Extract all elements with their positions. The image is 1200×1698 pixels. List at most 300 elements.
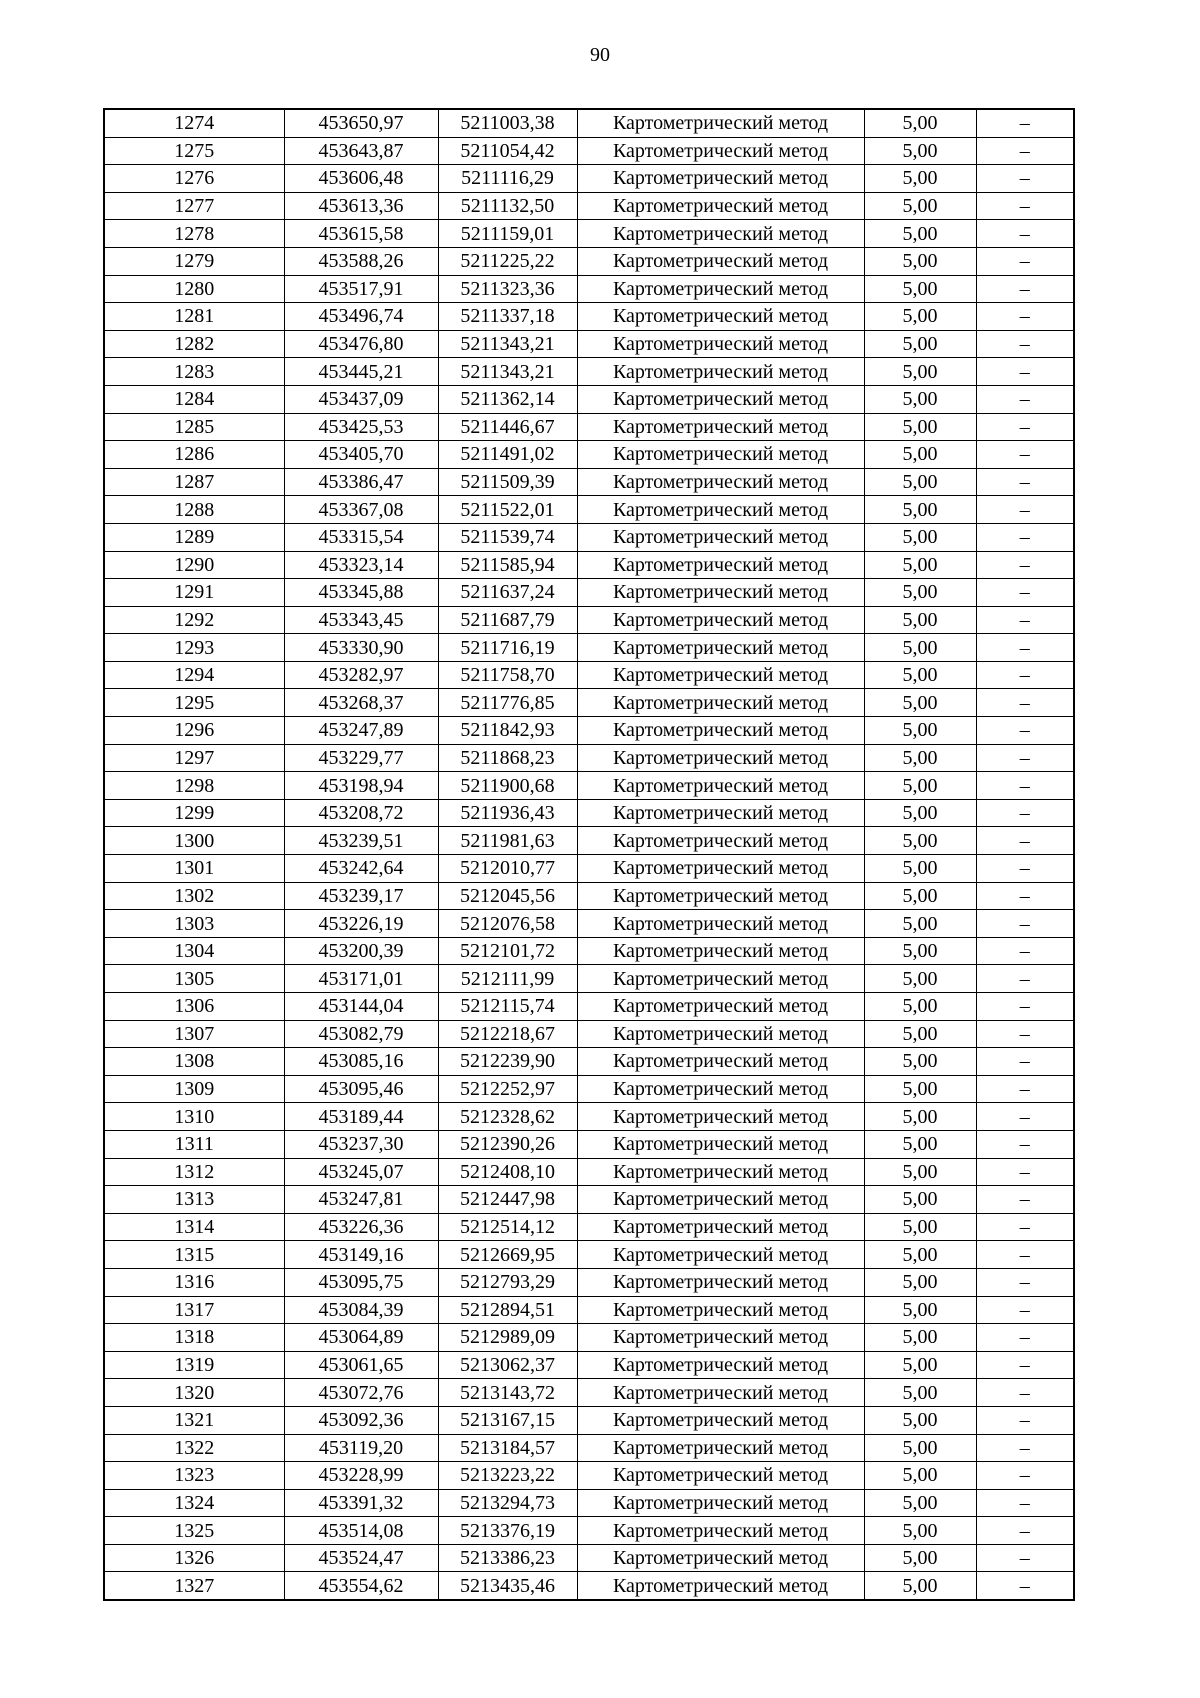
table-row (104, 772, 1074, 800)
method-cell: Картометрический метод (577, 1379, 864, 1407)
y-coordinate-cell: 5211132,50 (438, 192, 577, 220)
note-cell: – (976, 855, 1074, 883)
table-row (104, 192, 1074, 220)
method-cell: Картометрический метод (577, 1462, 864, 1490)
x-coordinate-cell: 453405,70 (284, 441, 438, 469)
x-coordinate-cell: 453588,26 (284, 247, 438, 275)
method-cell: Картометрический метод (577, 1296, 864, 1324)
point-number-cell: 1324 (104, 1489, 284, 1517)
note-cell: – (976, 1103, 1074, 1131)
point-number-cell: 1322 (104, 1434, 284, 1462)
method-cell: Картометрический метод (577, 1048, 864, 1076)
y-coordinate-cell: 5211522,01 (438, 496, 577, 524)
point-number-cell: 1312 (104, 1158, 284, 1186)
note-cell: – (976, 247, 1074, 275)
accuracy-cell: 5,00 (864, 882, 976, 910)
y-coordinate-cell: 5211343,21 (438, 358, 577, 386)
point-number-cell: 1319 (104, 1351, 284, 1379)
table-row (104, 1462, 1074, 1490)
x-coordinate-cell: 453198,94 (284, 772, 438, 800)
note-cell: – (976, 772, 1074, 800)
y-coordinate-cell: 5211585,94 (438, 551, 577, 579)
point-number-cell: 1295 (104, 689, 284, 717)
x-coordinate-cell: 453391,32 (284, 1489, 438, 1517)
method-cell: Картометрический метод (577, 413, 864, 441)
x-coordinate-cell: 453554,62 (284, 1572, 438, 1600)
table-row (104, 496, 1074, 524)
point-number-cell: 1314 (104, 1213, 284, 1241)
x-coordinate-cell: 453242,64 (284, 855, 438, 883)
point-number-cell: 1283 (104, 358, 284, 386)
note-cell: – (976, 1434, 1074, 1462)
table-row (104, 1213, 1074, 1241)
accuracy-cell: 5,00 (864, 827, 976, 855)
accuracy-cell: 5,00 (864, 744, 976, 772)
note-cell: – (976, 165, 1074, 193)
accuracy-cell: 5,00 (864, 1379, 976, 1407)
y-coordinate-cell: 5211491,02 (438, 441, 577, 469)
point-number-cell: 1309 (104, 1075, 284, 1103)
table-row (104, 551, 1074, 579)
method-cell: Картометрический метод (577, 1103, 864, 1131)
x-coordinate-cell: 453149,16 (284, 1241, 438, 1269)
note-cell: – (976, 661, 1074, 689)
accuracy-cell: 5,00 (864, 1351, 976, 1379)
method-cell: Картометрический метод (577, 1434, 864, 1462)
table-row (104, 910, 1074, 938)
note-cell: – (976, 993, 1074, 1021)
x-coordinate-cell: 453386,47 (284, 468, 438, 496)
y-coordinate-cell: 5211446,67 (438, 413, 577, 441)
accuracy-cell: 5,00 (864, 1406, 976, 1434)
y-coordinate-cell: 5212408,10 (438, 1158, 577, 1186)
y-coordinate-cell: 5212218,67 (438, 1020, 577, 1048)
method-cell: Картометрический метод (577, 1572, 864, 1600)
method-cell: Картометрический метод (577, 303, 864, 331)
table-row (104, 827, 1074, 855)
point-number-cell: 1277 (104, 192, 284, 220)
y-coordinate-cell: 5213386,23 (438, 1544, 577, 1572)
x-coordinate-cell: 453247,81 (284, 1186, 438, 1214)
table-row (104, 799, 1074, 827)
y-coordinate-cell: 5211225,22 (438, 247, 577, 275)
point-number-cell: 1300 (104, 827, 284, 855)
point-number-cell: 1275 (104, 137, 284, 165)
point-number-cell: 1276 (104, 165, 284, 193)
y-coordinate-cell: 5212101,72 (438, 937, 577, 965)
y-coordinate-cell: 5213167,15 (438, 1406, 577, 1434)
y-coordinate-cell: 5213184,57 (438, 1434, 577, 1462)
accuracy-cell: 5,00 (864, 385, 976, 413)
point-number-cell: 1310 (104, 1103, 284, 1131)
method-cell: Картометрический метод (577, 137, 864, 165)
note-cell: – (976, 551, 1074, 579)
note-cell: – (976, 1544, 1074, 1572)
note-cell: – (976, 1186, 1074, 1214)
note-cell: – (976, 1406, 1074, 1434)
note-cell: – (976, 220, 1074, 248)
table-row (104, 1241, 1074, 1269)
method-cell: Картометрический метод (577, 772, 864, 800)
y-coordinate-cell: 5211539,74 (438, 523, 577, 551)
x-coordinate-cell: 453613,36 (284, 192, 438, 220)
method-cell: Картометрический метод (577, 247, 864, 275)
point-number-cell: 1286 (104, 441, 284, 469)
y-coordinate-cell: 5212390,26 (438, 1130, 577, 1158)
point-number-cell: 1296 (104, 717, 284, 745)
table-row (104, 137, 1074, 165)
table-row (104, 1296, 1074, 1324)
point-number-cell: 1317 (104, 1296, 284, 1324)
accuracy-cell: 5,00 (864, 441, 976, 469)
note-cell: – (976, 303, 1074, 331)
method-cell: Картометрический метод (577, 965, 864, 993)
y-coordinate-cell: 5211868,23 (438, 744, 577, 772)
accuracy-cell: 5,00 (864, 772, 976, 800)
point-number-cell: 1326 (104, 1544, 284, 1572)
point-number-cell: 1325 (104, 1517, 284, 1545)
accuracy-cell: 5,00 (864, 965, 976, 993)
x-coordinate-cell: 453189,44 (284, 1103, 438, 1131)
point-number-cell: 1278 (104, 220, 284, 248)
accuracy-cell: 5,00 (864, 1158, 976, 1186)
note-cell: – (976, 1517, 1074, 1545)
page-number: 90 (590, 44, 610, 66)
method-cell: Картометрический метод (577, 689, 864, 717)
accuracy-cell: 5,00 (864, 1048, 976, 1076)
point-number-cell: 1291 (104, 579, 284, 607)
method-cell: Картометрический метод (577, 1130, 864, 1158)
table-row (104, 606, 1074, 634)
note-cell: – (976, 717, 1074, 745)
point-number-cell: 1292 (104, 606, 284, 634)
y-coordinate-cell: 5211687,79 (438, 606, 577, 634)
table-row (104, 882, 1074, 910)
note-cell: – (976, 330, 1074, 358)
x-coordinate-cell: 453239,17 (284, 882, 438, 910)
note-cell: – (976, 1020, 1074, 1048)
method-cell: Картометрический метод (577, 496, 864, 524)
accuracy-cell: 5,00 (864, 358, 976, 386)
y-coordinate-cell: 5211054,42 (438, 137, 577, 165)
point-number-cell: 1321 (104, 1406, 284, 1434)
x-coordinate-cell: 453345,88 (284, 579, 438, 607)
y-coordinate-cell: 5212669,95 (438, 1241, 577, 1269)
note-cell: – (976, 1048, 1074, 1076)
accuracy-cell: 5,00 (864, 137, 976, 165)
point-number-cell: 1306 (104, 993, 284, 1021)
table-row (104, 330, 1074, 358)
point-number-cell: 1284 (104, 385, 284, 413)
note-cell: – (976, 468, 1074, 496)
table-row (104, 1048, 1074, 1076)
accuracy-cell: 5,00 (864, 165, 976, 193)
method-cell: Картометрический метод (577, 1324, 864, 1352)
note-cell: – (976, 1572, 1074, 1600)
table-row (104, 1351, 1074, 1379)
table-row (104, 1075, 1074, 1103)
note-cell: – (976, 192, 1074, 220)
method-cell: Картометрический метод (577, 1268, 864, 1296)
accuracy-cell: 5,00 (864, 247, 976, 275)
x-coordinate-cell: 453237,30 (284, 1130, 438, 1158)
method-cell: Картометрический метод (577, 744, 864, 772)
x-coordinate-cell: 453064,89 (284, 1324, 438, 1352)
accuracy-cell: 5,00 (864, 220, 976, 248)
table-row (104, 1158, 1074, 1186)
table-row (104, 385, 1074, 413)
table-row (104, 1379, 1074, 1407)
note-cell: – (976, 1268, 1074, 1296)
table-row (104, 1130, 1074, 1158)
table-row (104, 1268, 1074, 1296)
y-coordinate-cell: 5211337,18 (438, 303, 577, 331)
point-number-cell: 1323 (104, 1462, 284, 1490)
y-coordinate-cell: 5213376,19 (438, 1517, 577, 1545)
table-body (104, 109, 1074, 1600)
point-number-cell: 1327 (104, 1572, 284, 1600)
point-number-cell: 1311 (104, 1130, 284, 1158)
x-coordinate-cell: 453282,97 (284, 661, 438, 689)
table-row (104, 1186, 1074, 1214)
y-coordinate-cell: 5213062,37 (438, 1351, 577, 1379)
y-coordinate-cell: 5211362,14 (438, 385, 577, 413)
table-row (104, 634, 1074, 662)
method-cell: Картометрический метод (577, 855, 864, 883)
y-coordinate-cell: 5211758,70 (438, 661, 577, 689)
method-cell: Картометрический метод (577, 523, 864, 551)
accuracy-cell: 5,00 (864, 1075, 976, 1103)
x-coordinate-cell: 453323,14 (284, 551, 438, 579)
x-coordinate-cell: 453343,45 (284, 606, 438, 634)
table-row (104, 109, 1074, 137)
point-number-cell: 1301 (104, 855, 284, 883)
note-cell: – (976, 358, 1074, 386)
note-cell: – (976, 744, 1074, 772)
note-cell: – (976, 1324, 1074, 1352)
y-coordinate-cell: 5213435,46 (438, 1572, 577, 1600)
note-cell: – (976, 937, 1074, 965)
y-coordinate-cell: 5211776,85 (438, 689, 577, 717)
method-cell: Картометрический метод (577, 192, 864, 220)
point-number-cell: 1288 (104, 496, 284, 524)
y-coordinate-cell: 5211003,38 (438, 109, 577, 137)
x-coordinate-cell: 453171,01 (284, 965, 438, 993)
point-number-cell: 1290 (104, 551, 284, 579)
note-cell: – (976, 1296, 1074, 1324)
accuracy-cell: 5,00 (864, 1130, 976, 1158)
y-coordinate-cell: 5212328,62 (438, 1103, 577, 1131)
x-coordinate-cell: 453524,47 (284, 1544, 438, 1572)
accuracy-cell: 5,00 (864, 1572, 976, 1600)
table-row (104, 717, 1074, 745)
table-row (104, 1434, 1074, 1462)
table-row (104, 689, 1074, 717)
x-coordinate-cell: 453085,16 (284, 1048, 438, 1076)
method-cell: Картометрический метод (577, 330, 864, 358)
note-cell: – (976, 882, 1074, 910)
method-cell: Картометрический метод (577, 1241, 864, 1269)
method-cell: Картометрический метод (577, 385, 864, 413)
accuracy-cell: 5,00 (864, 1489, 976, 1517)
x-coordinate-cell: 453425,53 (284, 413, 438, 441)
note-cell: – (976, 689, 1074, 717)
x-coordinate-cell: 453226,36 (284, 1213, 438, 1241)
y-coordinate-cell: 5211981,63 (438, 827, 577, 855)
accuracy-cell: 5,00 (864, 1462, 976, 1490)
x-coordinate-cell: 453367,08 (284, 496, 438, 524)
y-coordinate-cell: 5211936,43 (438, 799, 577, 827)
accuracy-cell: 5,00 (864, 1296, 976, 1324)
x-coordinate-cell: 453092,36 (284, 1406, 438, 1434)
method-cell: Картометрический метод (577, 634, 864, 662)
method-cell: Картометрический метод (577, 1406, 864, 1434)
y-coordinate-cell: 5211900,68 (438, 772, 577, 800)
table-row (104, 744, 1074, 772)
table-row (104, 1572, 1074, 1600)
accuracy-cell: 5,00 (864, 937, 976, 965)
point-number-cell: 1313 (104, 1186, 284, 1214)
accuracy-cell: 5,00 (864, 1268, 976, 1296)
point-number-cell: 1299 (104, 799, 284, 827)
method-cell: Картометрический метод (577, 109, 864, 137)
accuracy-cell: 5,00 (864, 1186, 976, 1214)
table-row (104, 661, 1074, 689)
point-number-cell: 1302 (104, 882, 284, 910)
point-number-cell: 1294 (104, 661, 284, 689)
x-coordinate-cell: 453268,37 (284, 689, 438, 717)
table-row (104, 937, 1074, 965)
method-cell: Картометрический метод (577, 1075, 864, 1103)
method-cell: Картометрический метод (577, 799, 864, 827)
note-cell: – (976, 275, 1074, 303)
method-cell: Картометрический метод (577, 441, 864, 469)
table-row (104, 358, 1074, 386)
table-row (104, 165, 1074, 193)
x-coordinate-cell: 453061,65 (284, 1351, 438, 1379)
accuracy-cell: 5,00 (864, 275, 976, 303)
accuracy-cell: 5,00 (864, 330, 976, 358)
x-coordinate-cell: 453239,51 (284, 827, 438, 855)
x-coordinate-cell: 453247,89 (284, 717, 438, 745)
table-row (104, 855, 1074, 883)
accuracy-cell: 5,00 (864, 689, 976, 717)
x-coordinate-cell: 453445,21 (284, 358, 438, 386)
method-cell: Картометрический метод (577, 606, 864, 634)
accuracy-cell: 5,00 (864, 1241, 976, 1269)
note-cell: – (976, 1489, 1074, 1517)
table-row (104, 413, 1074, 441)
point-number-cell: 1316 (104, 1268, 284, 1296)
point-number-cell: 1279 (104, 247, 284, 275)
note-cell: – (976, 496, 1074, 524)
accuracy-cell: 5,00 (864, 1020, 976, 1048)
point-number-cell: 1315 (104, 1241, 284, 1269)
y-coordinate-cell: 5212010,77 (438, 855, 577, 883)
y-coordinate-cell: 5212989,09 (438, 1324, 577, 1352)
method-cell: Картометрический метод (577, 551, 864, 579)
point-number-cell: 1320 (104, 1379, 284, 1407)
accuracy-cell: 5,00 (864, 303, 976, 331)
note-cell: – (976, 1241, 1074, 1269)
y-coordinate-cell: 5212045,56 (438, 882, 577, 910)
accuracy-cell: 5,00 (864, 634, 976, 662)
table-row (104, 993, 1074, 1021)
method-cell: Картометрический метод (577, 358, 864, 386)
point-number-cell: 1318 (104, 1324, 284, 1352)
accuracy-cell: 5,00 (864, 468, 976, 496)
accuracy-cell: 5,00 (864, 717, 976, 745)
accuracy-cell: 5,00 (864, 523, 976, 551)
y-coordinate-cell: 5211343,21 (438, 330, 577, 358)
note-cell: – (976, 799, 1074, 827)
table-row (104, 1406, 1074, 1434)
y-coordinate-cell: 5211323,36 (438, 275, 577, 303)
method-cell: Картометрический метод (577, 910, 864, 938)
note-cell: – (976, 1158, 1074, 1186)
point-number-cell: 1304 (104, 937, 284, 965)
note-cell: – (976, 606, 1074, 634)
table-row (104, 468, 1074, 496)
x-coordinate-cell: 453245,07 (284, 1158, 438, 1186)
method-cell: Картометрический метод (577, 717, 864, 745)
point-number-cell: 1308 (104, 1048, 284, 1076)
x-coordinate-cell: 453615,58 (284, 220, 438, 248)
note-cell: – (976, 109, 1074, 137)
x-coordinate-cell: 453119,20 (284, 1434, 438, 1462)
note-cell: – (976, 1213, 1074, 1241)
x-coordinate-cell: 453084,39 (284, 1296, 438, 1324)
y-coordinate-cell: 5212447,98 (438, 1186, 577, 1214)
x-coordinate-cell: 453144,04 (284, 993, 438, 1021)
table-row (104, 965, 1074, 993)
point-number-cell: 1287 (104, 468, 284, 496)
table-row (104, 441, 1074, 469)
table-row (104, 247, 1074, 275)
method-cell: Картометрический метод (577, 1158, 864, 1186)
table-row (104, 1103, 1074, 1131)
method-cell: Картометрический метод (577, 579, 864, 607)
accuracy-cell: 5,00 (864, 192, 976, 220)
accuracy-cell: 5,00 (864, 1434, 976, 1462)
method-cell: Картометрический метод (577, 165, 864, 193)
x-coordinate-cell: 453496,74 (284, 303, 438, 331)
note-cell: – (976, 441, 1074, 469)
table-row (104, 579, 1074, 607)
y-coordinate-cell: 5211842,93 (438, 717, 577, 745)
x-coordinate-cell: 453228,99 (284, 1462, 438, 1490)
point-number-cell: 1274 (104, 109, 284, 137)
x-coordinate-cell: 453643,87 (284, 137, 438, 165)
point-number-cell: 1280 (104, 275, 284, 303)
method-cell: Картометрический метод (577, 937, 864, 965)
y-coordinate-cell: 5211716,19 (438, 634, 577, 662)
x-coordinate-cell: 453229,77 (284, 744, 438, 772)
note-cell: – (976, 1351, 1074, 1379)
point-number-cell: 1285 (104, 413, 284, 441)
accuracy-cell: 5,00 (864, 579, 976, 607)
x-coordinate-cell: 453095,75 (284, 1268, 438, 1296)
table-row (104, 275, 1074, 303)
method-cell: Картометрический метод (577, 275, 864, 303)
method-cell: Картометрический метод (577, 220, 864, 248)
y-coordinate-cell: 5212252,97 (438, 1075, 577, 1103)
accuracy-cell: 5,00 (864, 1324, 976, 1352)
note-cell: – (976, 523, 1074, 551)
accuracy-cell: 5,00 (864, 1213, 976, 1241)
y-coordinate-cell: 5212111,99 (438, 965, 577, 993)
method-cell: Картометрический метод (577, 1544, 864, 1572)
